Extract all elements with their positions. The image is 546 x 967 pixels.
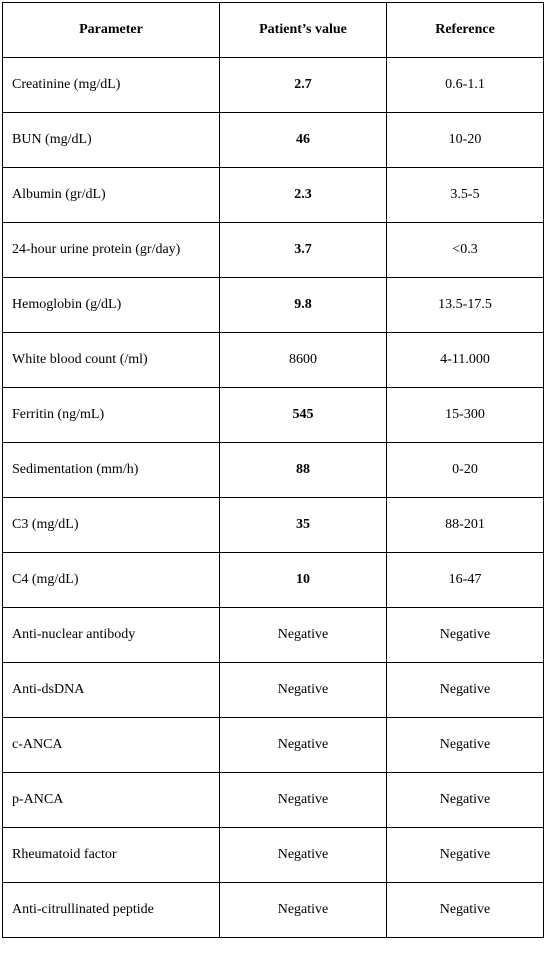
patient-value-cell: Negative (220, 718, 387, 773)
reference-cell: Negative (387, 828, 544, 883)
parameter-cell: p-ANCA (3, 773, 220, 828)
reference-cell: 16-47 (387, 553, 544, 608)
header-parameter: Parameter (3, 3, 220, 58)
patient-value-cell: 545 (220, 388, 387, 443)
parameter-cell: Anti-citrullinated peptide (3, 883, 220, 938)
patient-value-cell: 9.8 (220, 278, 387, 333)
table-row (3, 388, 544, 443)
table-row (3, 608, 544, 663)
reference-cell: 0-20 (387, 443, 544, 498)
parameter-cell: c-ANCA (3, 718, 220, 773)
lab-results-table (2, 2, 544, 938)
table-body (3, 58, 544, 938)
reference-cell: 15-300 (387, 388, 544, 443)
patient-value-cell: 3.7 (220, 223, 387, 278)
patient-value-cell: Negative (220, 608, 387, 663)
table-row (3, 443, 544, 498)
table-row (3, 278, 544, 333)
reference-cell: 10-20 (387, 113, 544, 168)
table-row (3, 58, 544, 113)
table-row (3, 223, 544, 278)
patient-value-cell: 10 (220, 553, 387, 608)
patient-value-cell: 88 (220, 443, 387, 498)
reference-cell: Negative (387, 883, 544, 938)
reference-cell: 4-11.000 (387, 333, 544, 388)
table-row (3, 553, 544, 608)
parameter-cell: Creatinine (mg/dL) (3, 58, 220, 113)
reference-cell: 13.5-17.5 (387, 278, 544, 333)
parameter-cell: Hemoglobin (g/dL) (3, 278, 220, 333)
patient-value-cell: Negative (220, 663, 387, 718)
header-patient-value: Patient’s value (220, 3, 387, 58)
table-row (3, 883, 544, 938)
table-row (3, 498, 544, 553)
patient-value-cell: 2.3 (220, 168, 387, 223)
reference-cell: <0.3 (387, 223, 544, 278)
patient-value-cell: Negative (220, 828, 387, 883)
patient-value-cell: 2.7 (220, 58, 387, 113)
reference-cell: Negative (387, 608, 544, 663)
reference-cell: 88-201 (387, 498, 544, 553)
patient-value-cell: Negative (220, 773, 387, 828)
patient-value-cell: 46 (220, 113, 387, 168)
parameter-cell: Ferritin (ng/mL) (3, 388, 220, 443)
parameter-cell: Anti-dsDNA (3, 663, 220, 718)
parameter-cell: White blood count (/ml) (3, 333, 220, 388)
table-row (3, 718, 544, 773)
patient-value-cell: Negative (220, 883, 387, 938)
table-row (3, 663, 544, 718)
parameter-cell: Anti-nuclear antibody (3, 608, 220, 663)
table-header-row (3, 3, 544, 58)
reference-cell: Negative (387, 773, 544, 828)
header-reference: Reference (387, 3, 544, 58)
parameter-cell: Albumin (gr/dL) (3, 168, 220, 223)
parameter-cell: 24-hour urine protein (gr/day) (3, 223, 220, 278)
table-row (3, 168, 544, 223)
table-row (3, 773, 544, 828)
parameter-cell: C4 (mg/dL) (3, 553, 220, 608)
parameter-cell: C3 (mg/dL) (3, 498, 220, 553)
reference-cell: 0.6-1.1 (387, 58, 544, 113)
reference-cell: 3.5-5 (387, 168, 544, 223)
reference-cell: Negative (387, 663, 544, 718)
patient-value-cell: 8600 (220, 333, 387, 388)
parameter-cell: Rheumatoid factor (3, 828, 220, 883)
parameter-cell: BUN (mg/dL) (3, 113, 220, 168)
reference-cell: Negative (387, 718, 544, 773)
patient-value-cell: 35 (220, 498, 387, 553)
table-row (3, 113, 544, 168)
table-row (3, 333, 544, 388)
table-row (3, 828, 544, 883)
parameter-cell: Sedimentation (mm/h) (3, 443, 220, 498)
